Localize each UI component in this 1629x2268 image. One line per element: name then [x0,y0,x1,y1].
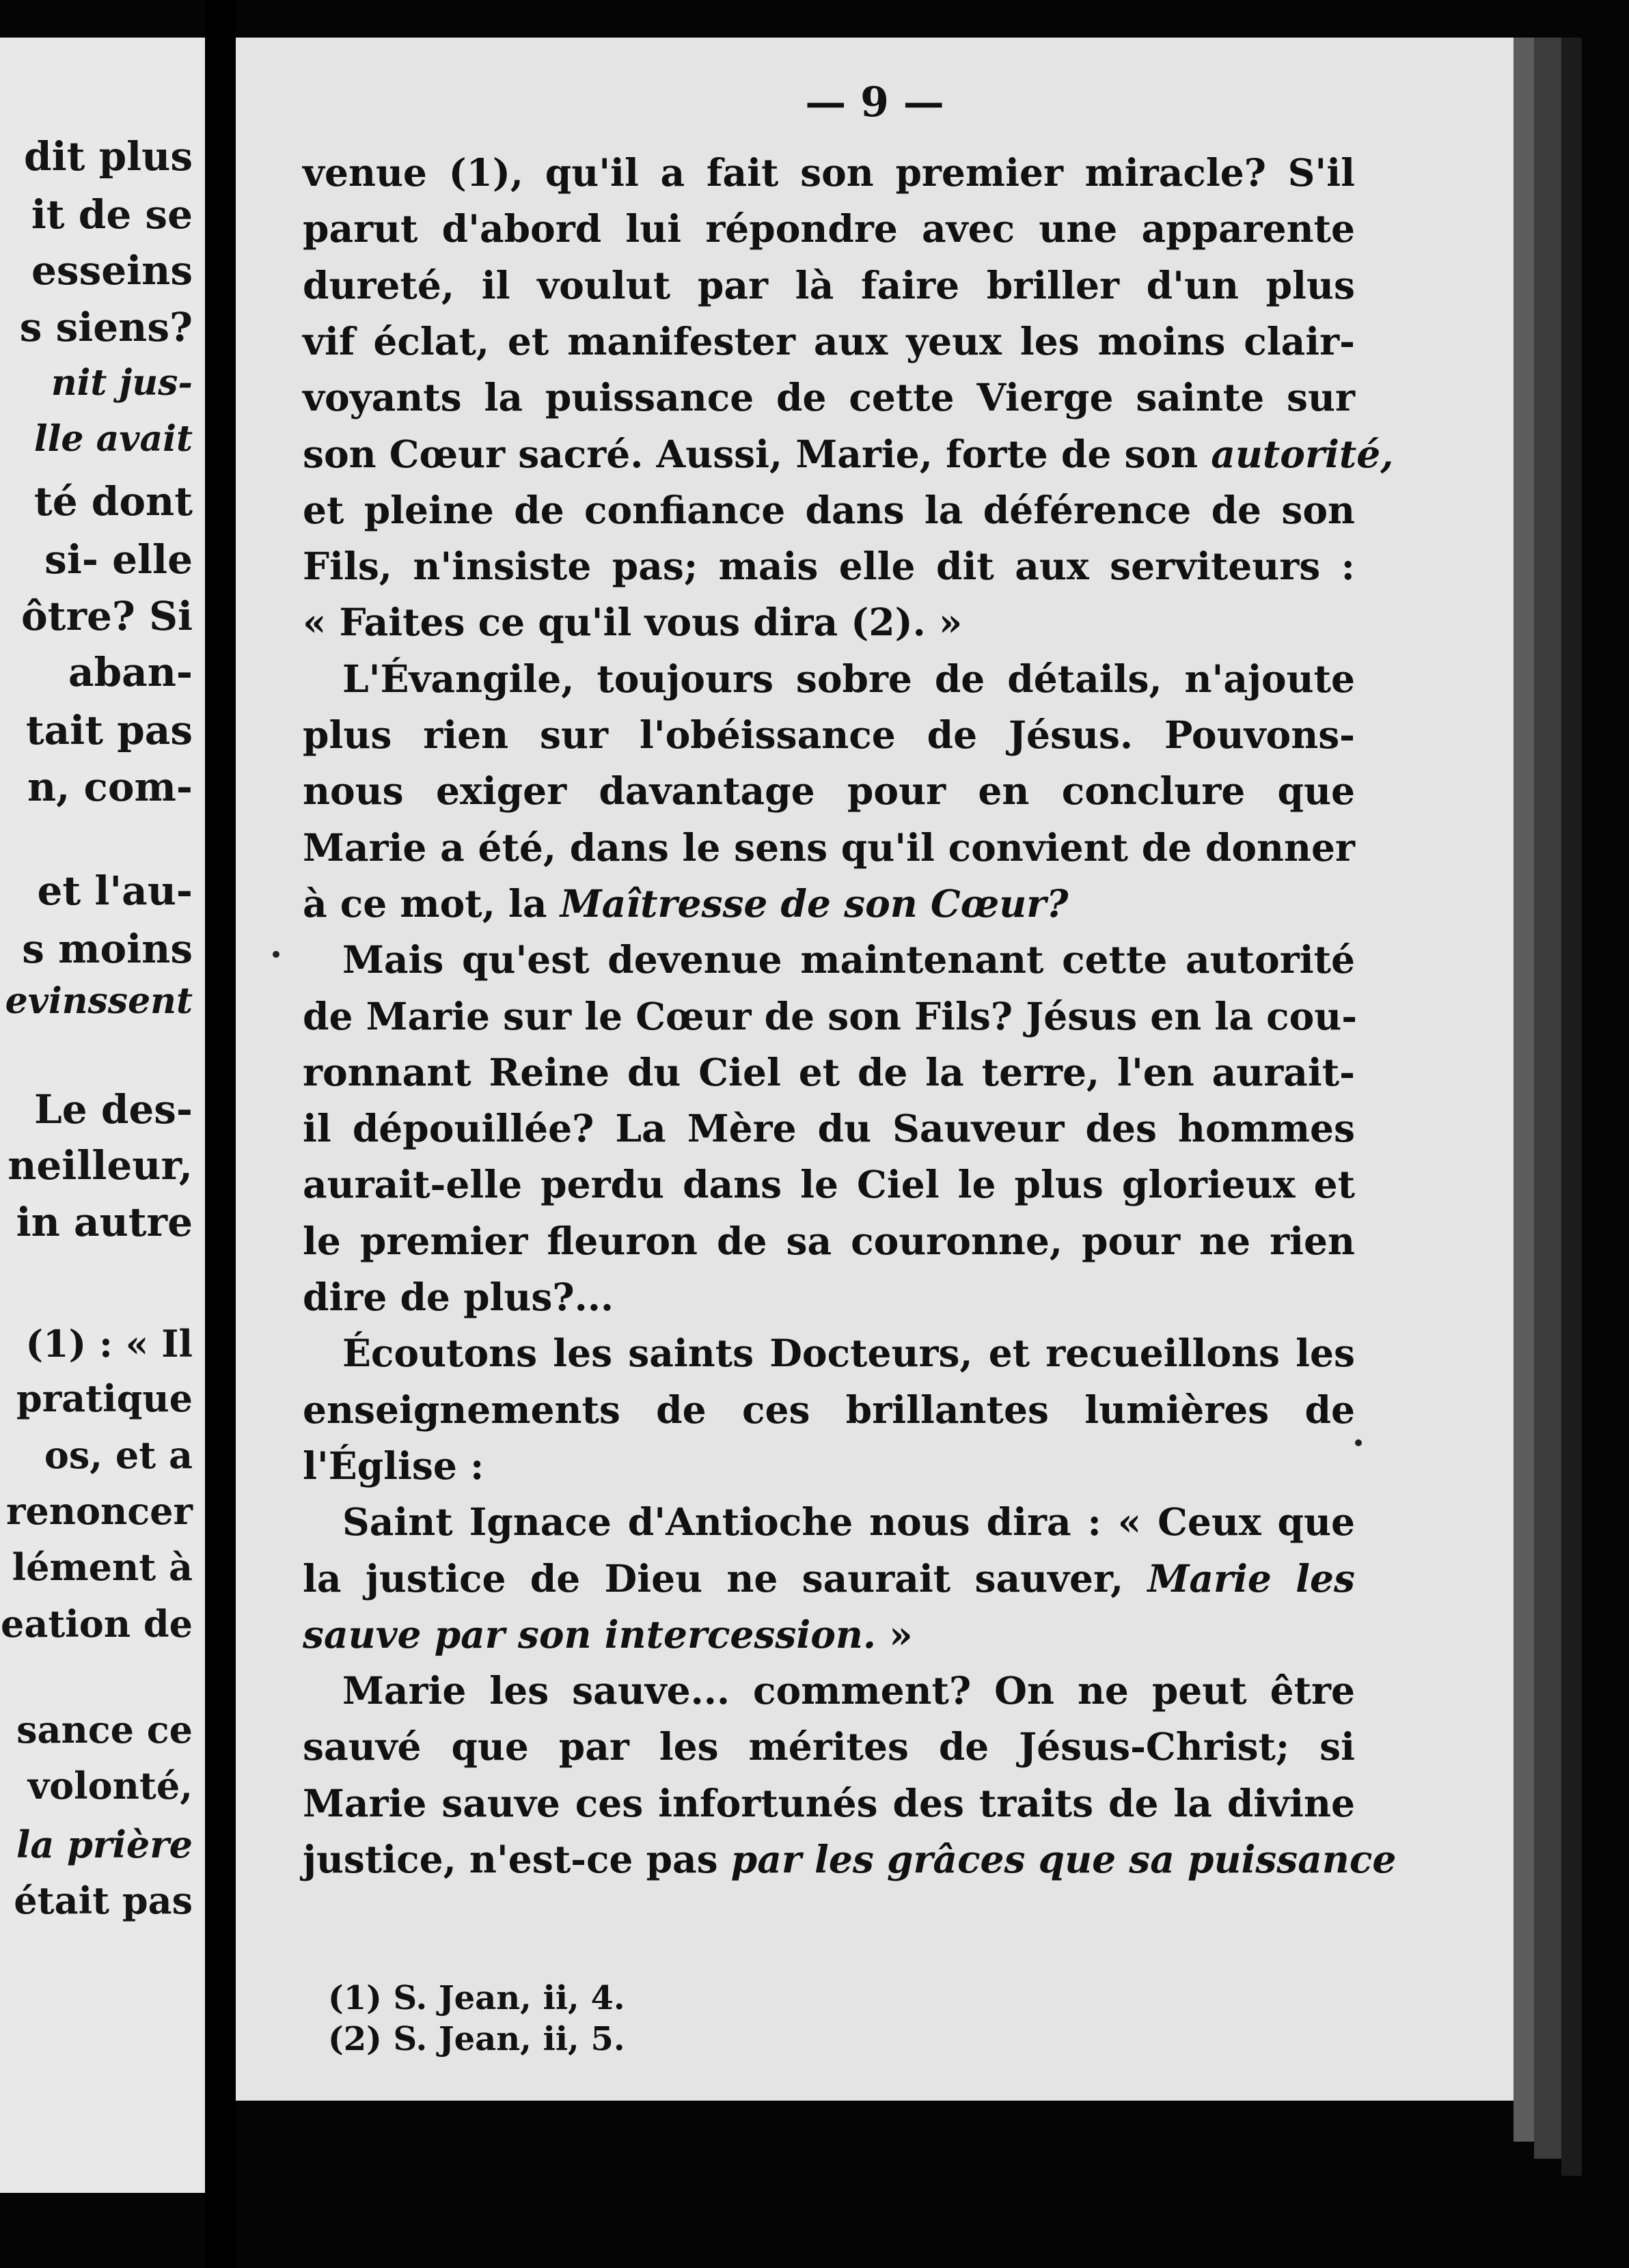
body-text-line: Écoutons les saints Docteurs, et recueillons les [342,1331,1355,1375]
body-text-line: il dépouillée? La Mère du Sauveur des hommes [303,1106,1355,1150]
body-text-line: la justice de Dieu ne saurait sauver, Marie les [303,1556,1355,1601]
body-text-line: justice, n'est-ce pas par les grâces que sa puissance [303,1837,1397,1881]
body-text-line: enseignements de ces brillantes lumières de [303,1387,1355,1432]
page-number: — 9 — [805,79,944,126]
left-page-line: n, com- [27,764,193,810]
left-page-line: neilleur, [8,1142,193,1189]
left-page-line: et l'au- [37,868,193,914]
body-text-line: dureté, il voulut par là faire briller d'un plus [303,263,1355,307]
left-page-line: si- elle [44,536,193,583]
body-text-line: plus rien sur l'obéissance de Jésus. Pouvons- [303,713,1355,757]
body-text-line: Mais qu'est devenue maintenant cette autorité [342,937,1355,982]
page-edge [1514,38,1534,2142]
left-page-line: ôtre? Si [20,593,193,639]
body-text-line: Marie a été, dans le sens qu'il convient de donner [303,825,1355,870]
body-text-line: venue (1), qu'il a fait son premier miracle? S'il [303,150,1355,195]
left-page-line: (1) : « Il [25,1322,193,1366]
left-page-line: s siens? [19,304,193,350]
left-page-line: la prière [16,1823,193,1866]
body-text-line: « Faites ce qu'il vous dira (2). » [303,600,963,644]
body-text-line: Fils, n'insiste pas; mais elle dit aux serviteurs : [303,544,1355,588]
body-text-line: Marie sauve ces infortunés des traits de la divine [303,1781,1355,1825]
body-text-line: sauvé que par les mérites de Jésus-Christ; si [303,1724,1355,1769]
left-page-line: té dont [33,478,193,525]
left-page-line: sance ce [16,1708,193,1752]
left-page-line: esseins [31,247,193,294]
left-page-line: tait pas [25,707,193,753]
print-dot [1355,1439,1362,1446]
body-text-line: à ce mot, la Maîtresse de son Cœur? [303,881,1069,926]
main-page [236,38,1514,2101]
left-page-line: os, et a [44,1433,193,1477]
left-page-line: lle avait [33,418,193,460]
body-text-line: aurait-elle perdu dans le Ciel le plus glorieux et [303,1162,1355,1206]
body-text-line: son Cœur sacré. Aussi, Marie, forte de son autorité, [303,432,1394,476]
body-text-line: l'Église : [303,1443,484,1488]
left-page-line: s moins [22,926,193,972]
footnote: (1) S. Jean, ii, 4. [328,1979,625,2017]
book-spine [205,0,236,2268]
body-text-line: dire de plus?... [303,1275,614,1319]
left-page-fragment [0,38,205,2193]
left-page-line: evinssent [5,980,193,1022]
body-text-line: Saint Ignace d'Antioche nous dira : « Ceux que [342,1499,1355,1544]
left-page-line: nit jus- [51,362,193,404]
left-page-line: pratique [16,1377,193,1420]
body-text-line: le premier fleuron de sa couronne, pour ne rien [303,1219,1355,1263]
left-page-line: eation de [1,1602,193,1646]
body-text-line: nous exiger davantage pour en conclure que [303,769,1355,813]
left-page-line: dit plus [24,133,193,180]
left-page-line: était pas [14,1879,193,1922]
footnote: (2) S. Jean, ii, 5. [328,2020,625,2058]
body-text-line: voyants la puissance de cette Vierge sainte sur [303,375,1355,419]
left-page-line: Le des- [33,1086,193,1133]
left-page-line: aban- [68,649,193,695]
body-text-line: L'Évangile, toujours sobre de détails, n'ajoute [342,656,1355,701]
page-edge [1534,38,1561,2159]
left-page-line: lément à [12,1545,193,1589]
left-page-line: it de se [31,191,193,238]
body-text-line: vif éclat, et manifester aux yeux les moins clair- [303,319,1355,363]
body-text-line: parut d'abord lui répondre avec une apparente [303,206,1355,251]
left-page-line: renoncer [5,1489,193,1533]
left-page-line: volonté, [27,1764,193,1808]
body-text-line: Marie les sauve... comment? On ne peut être [342,1668,1355,1713]
body-text-line: sauve par son intercession. » [303,1612,913,1657]
body-text-line: de Marie sur le Cœur de son Fils? Jésus en la cou- [303,994,1358,1038]
page-edge [1561,38,1582,2176]
body-text-line: et pleine de confiance dans la déférence de son [303,488,1355,532]
left-page-line: in autre [16,1199,193,1245]
body-text-line: ronnant Reine du Ciel et de la terre, l'en aurait- [303,1050,1355,1094]
print-dot [273,951,279,958]
